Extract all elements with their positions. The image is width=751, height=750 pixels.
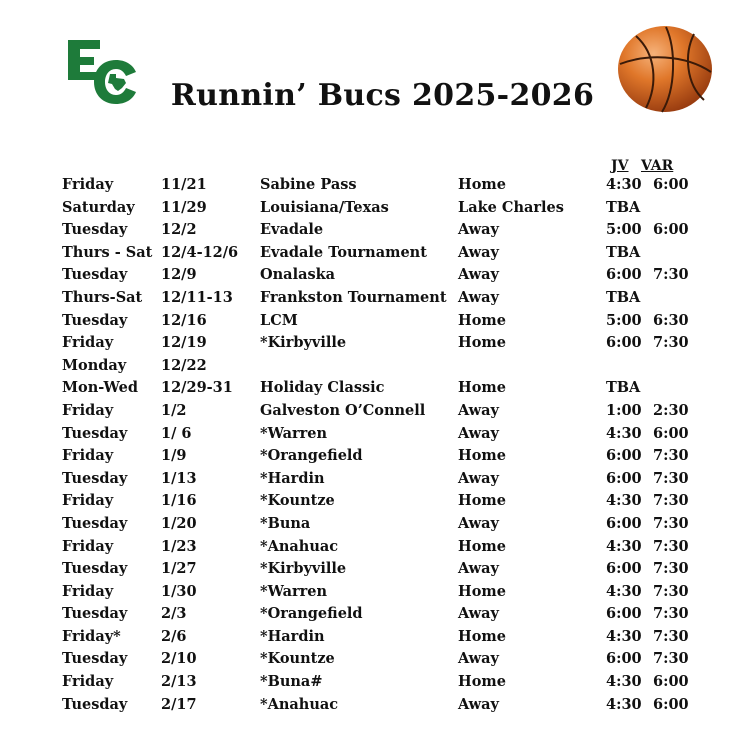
row-jv-time: 6:00 [606, 447, 642, 465]
page-title: Runnin’ Bucs 2025-2026 [170, 78, 595, 113]
row-opponent: Frankston Tournament [260, 288, 447, 306]
row-day: Thurs-Sat [62, 288, 143, 306]
row-date: 1/9 [161, 447, 187, 465]
row-opponent: *Orangefield [260, 447, 363, 465]
row-jv-time: 6:00 [606, 605, 642, 623]
row-var-time: 7:30 [653, 469, 689, 487]
row-jv-time: 6:00 [606, 334, 642, 352]
row-location: Away [458, 469, 499, 487]
row-jv-time: 4:30 [606, 695, 642, 713]
row-day: Friday* [62, 627, 121, 645]
row-var-time: 7:30 [653, 627, 689, 645]
row-var-time: 7:30 [653, 582, 689, 600]
row-date: 12/2 [161, 221, 197, 239]
schedule-row [0, 515, 751, 538]
schedule-row [0, 605, 751, 628]
row-date: 11/29 [161, 198, 207, 216]
row-date: 12/22 [161, 356, 207, 374]
row-location: Away [458, 243, 499, 261]
row-day: Tuesday [62, 514, 128, 532]
schedule-row [0, 696, 751, 719]
row-jv-time: 4:30 [606, 492, 642, 510]
row-var-time: 6:00 [653, 673, 689, 691]
row-opponent: *Kountze [260, 492, 335, 510]
row-day: Tuesday [62, 605, 128, 623]
row-var-time: 7:30 [653, 605, 689, 623]
row-day: Tuesday [62, 469, 128, 487]
row-location: Away [458, 560, 499, 578]
schedule-row [0, 470, 751, 493]
row-date: 2/13 [161, 673, 197, 691]
row-opponent: LCM [260, 311, 298, 329]
row-var-time: 7:30 [653, 514, 689, 532]
row-opponent: *Hardin [260, 627, 325, 645]
schedule-row [0, 199, 751, 222]
row-date: 1/20 [161, 514, 197, 532]
schedule-row [0, 650, 751, 673]
schedule-row [0, 447, 751, 470]
row-location: Lake Charles [458, 198, 564, 216]
schedule-row [0, 492, 751, 515]
schedule-row [0, 289, 751, 312]
row-opponent: *Kirbyville [260, 334, 347, 352]
row-location: Home [458, 537, 506, 555]
schedule-row [0, 379, 751, 402]
schedule-row [0, 425, 751, 448]
row-jv-time: 4:30 [606, 673, 642, 691]
row-jv-time: 4:30 [606, 627, 642, 645]
row-var-time: 7:30 [653, 650, 689, 668]
row-var-time: 6:00 [653, 695, 689, 713]
row-var-time: 6:00 [653, 176, 689, 193]
row-location: Home [458, 447, 506, 465]
row-jv-time: 4:30 [606, 424, 642, 442]
row-var-time: 2:30 [653, 401, 689, 419]
row-opponent: *Warren [260, 424, 328, 442]
row-opponent: *Buna [260, 514, 311, 532]
row-var-time: 6:00 [653, 221, 689, 239]
row-day: Tuesday [62, 650, 128, 668]
row-opponent: Evadale Tournament [260, 243, 427, 261]
schedule-row [0, 538, 751, 561]
row-opponent: *Hardin [260, 469, 325, 487]
row-location: Home [458, 673, 506, 691]
row-date: 1/13 [161, 469, 197, 487]
schedule-row [0, 673, 751, 696]
row-jv-time: TBA [606, 288, 641, 306]
row-var-time: 7:30 [653, 492, 689, 510]
row-opponent: Holiday Classic [260, 379, 385, 397]
row-day: Friday [62, 537, 114, 555]
schedule-table [0, 176, 751, 718]
row-date: 11/21 [161, 176, 207, 193]
row-day: Tuesday [62, 695, 128, 713]
row-day: Tuesday [62, 424, 128, 442]
row-var-time: 7:30 [653, 447, 689, 465]
row-location: Away [458, 266, 499, 284]
row-opponent: *Anahuac [260, 537, 339, 555]
row-day: Friday [62, 401, 114, 419]
var-column-header: VAR [641, 158, 674, 174]
row-date: 12/9 [161, 266, 197, 284]
row-jv-time: 5:00 [606, 221, 642, 239]
row-location: Home [458, 379, 506, 397]
row-day: Tuesday [62, 221, 128, 239]
schedule-row [0, 244, 751, 267]
row-var-time: 7:30 [653, 266, 689, 284]
row-location: Away [458, 288, 499, 306]
row-date: 12/16 [161, 311, 207, 329]
row-day: Thurs - Sat [62, 243, 153, 261]
row-day: Friday [62, 176, 114, 193]
schedule-row [0, 628, 751, 651]
row-location: Away [458, 695, 499, 713]
row-var-time: 6:30 [653, 311, 689, 329]
schedule-row [0, 334, 751, 357]
row-jv-time: 4:30 [606, 176, 642, 193]
row-opponent: Sabine Pass [260, 176, 357, 193]
schedule-row [0, 176, 751, 199]
row-location: Away [458, 514, 499, 532]
row-date: 1/30 [161, 582, 197, 600]
row-jv-time: 6:00 [606, 266, 642, 284]
schedule-row [0, 312, 751, 335]
row-jv-time: 1:00 [606, 401, 642, 419]
row-day: Friday [62, 334, 114, 352]
row-date: 1/16 [161, 492, 197, 510]
row-jv-time: 6:00 [606, 514, 642, 532]
row-opponent: Evadale [260, 221, 324, 239]
row-location: Away [458, 401, 499, 419]
row-day: Friday [62, 492, 114, 510]
row-location: Away [458, 650, 499, 668]
row-var-time: 7:30 [653, 560, 689, 578]
row-location: Home [458, 176, 506, 193]
row-location: Home [458, 311, 506, 329]
row-date: 1/2 [161, 401, 187, 419]
row-jv-time: 6:00 [606, 469, 642, 487]
row-jv-time: 5:00 [606, 311, 642, 329]
row-jv-time: TBA [606, 198, 641, 216]
row-jv-time: 6:00 [606, 650, 642, 668]
row-date: 2/17 [161, 695, 197, 713]
row-date: 2/3 [161, 605, 187, 623]
row-location: Home [458, 492, 506, 510]
jv-column-header: JV [611, 158, 629, 174]
row-jv-time: 6:00 [606, 560, 642, 578]
row-opponent: Louisiana/Texas [260, 198, 389, 216]
row-date: 1/ 6 [161, 424, 192, 442]
row-day: Friday [62, 582, 114, 600]
row-day: Friday [62, 447, 114, 465]
row-day: Tuesday [62, 560, 128, 578]
row-location: Home [458, 334, 506, 352]
row-var-time: 7:30 [653, 537, 689, 555]
row-date: 12/11-13 [161, 288, 233, 306]
row-opponent: *Kirbyville [260, 560, 347, 578]
row-jv-time: TBA [606, 379, 641, 397]
row-jv-time: 4:30 [606, 582, 642, 600]
row-day: Tuesday [62, 266, 128, 284]
schedule-row [0, 560, 751, 583]
schedule-row [0, 357, 751, 380]
row-date: 2/10 [161, 650, 197, 668]
schedule-row [0, 583, 751, 606]
row-jv-time: 4:30 [606, 537, 642, 555]
row-location: Away [458, 221, 499, 239]
row-date: 12/19 [161, 334, 207, 352]
row-day: Monday [62, 356, 127, 374]
row-date: 1/23 [161, 537, 197, 555]
row-var-time: 7:30 [653, 334, 689, 352]
row-location: Away [458, 605, 499, 623]
row-location: Home [458, 627, 506, 645]
row-day: Friday [62, 673, 114, 691]
row-day: Mon-Wed [62, 379, 138, 397]
row-day: Tuesday [62, 311, 128, 329]
row-opponent: *Orangefield [260, 605, 363, 623]
row-date: 12/29-31 [161, 379, 233, 397]
row-opponent: *Anahuac [260, 695, 339, 713]
row-date: 1/27 [161, 560, 197, 578]
schedule-row [0, 266, 751, 289]
row-jv-time: TBA [606, 243, 641, 261]
schedule-row [0, 221, 751, 244]
row-day: Saturday [62, 198, 135, 216]
row-date: 2/6 [161, 627, 187, 645]
row-location: Home [458, 582, 506, 600]
row-opponent: Onalaska [260, 266, 336, 284]
row-date: 12/4-12/6 [161, 243, 239, 261]
row-opponent: *Kountze [260, 650, 335, 668]
row-var-time: 6:00 [653, 424, 689, 442]
row-location: Away [458, 424, 499, 442]
row-opponent: Galveston O’Connell [260, 401, 426, 419]
schedule-row [0, 402, 751, 425]
row-opponent: *Warren [260, 582, 328, 600]
row-opponent: *Buna# [260, 673, 323, 691]
